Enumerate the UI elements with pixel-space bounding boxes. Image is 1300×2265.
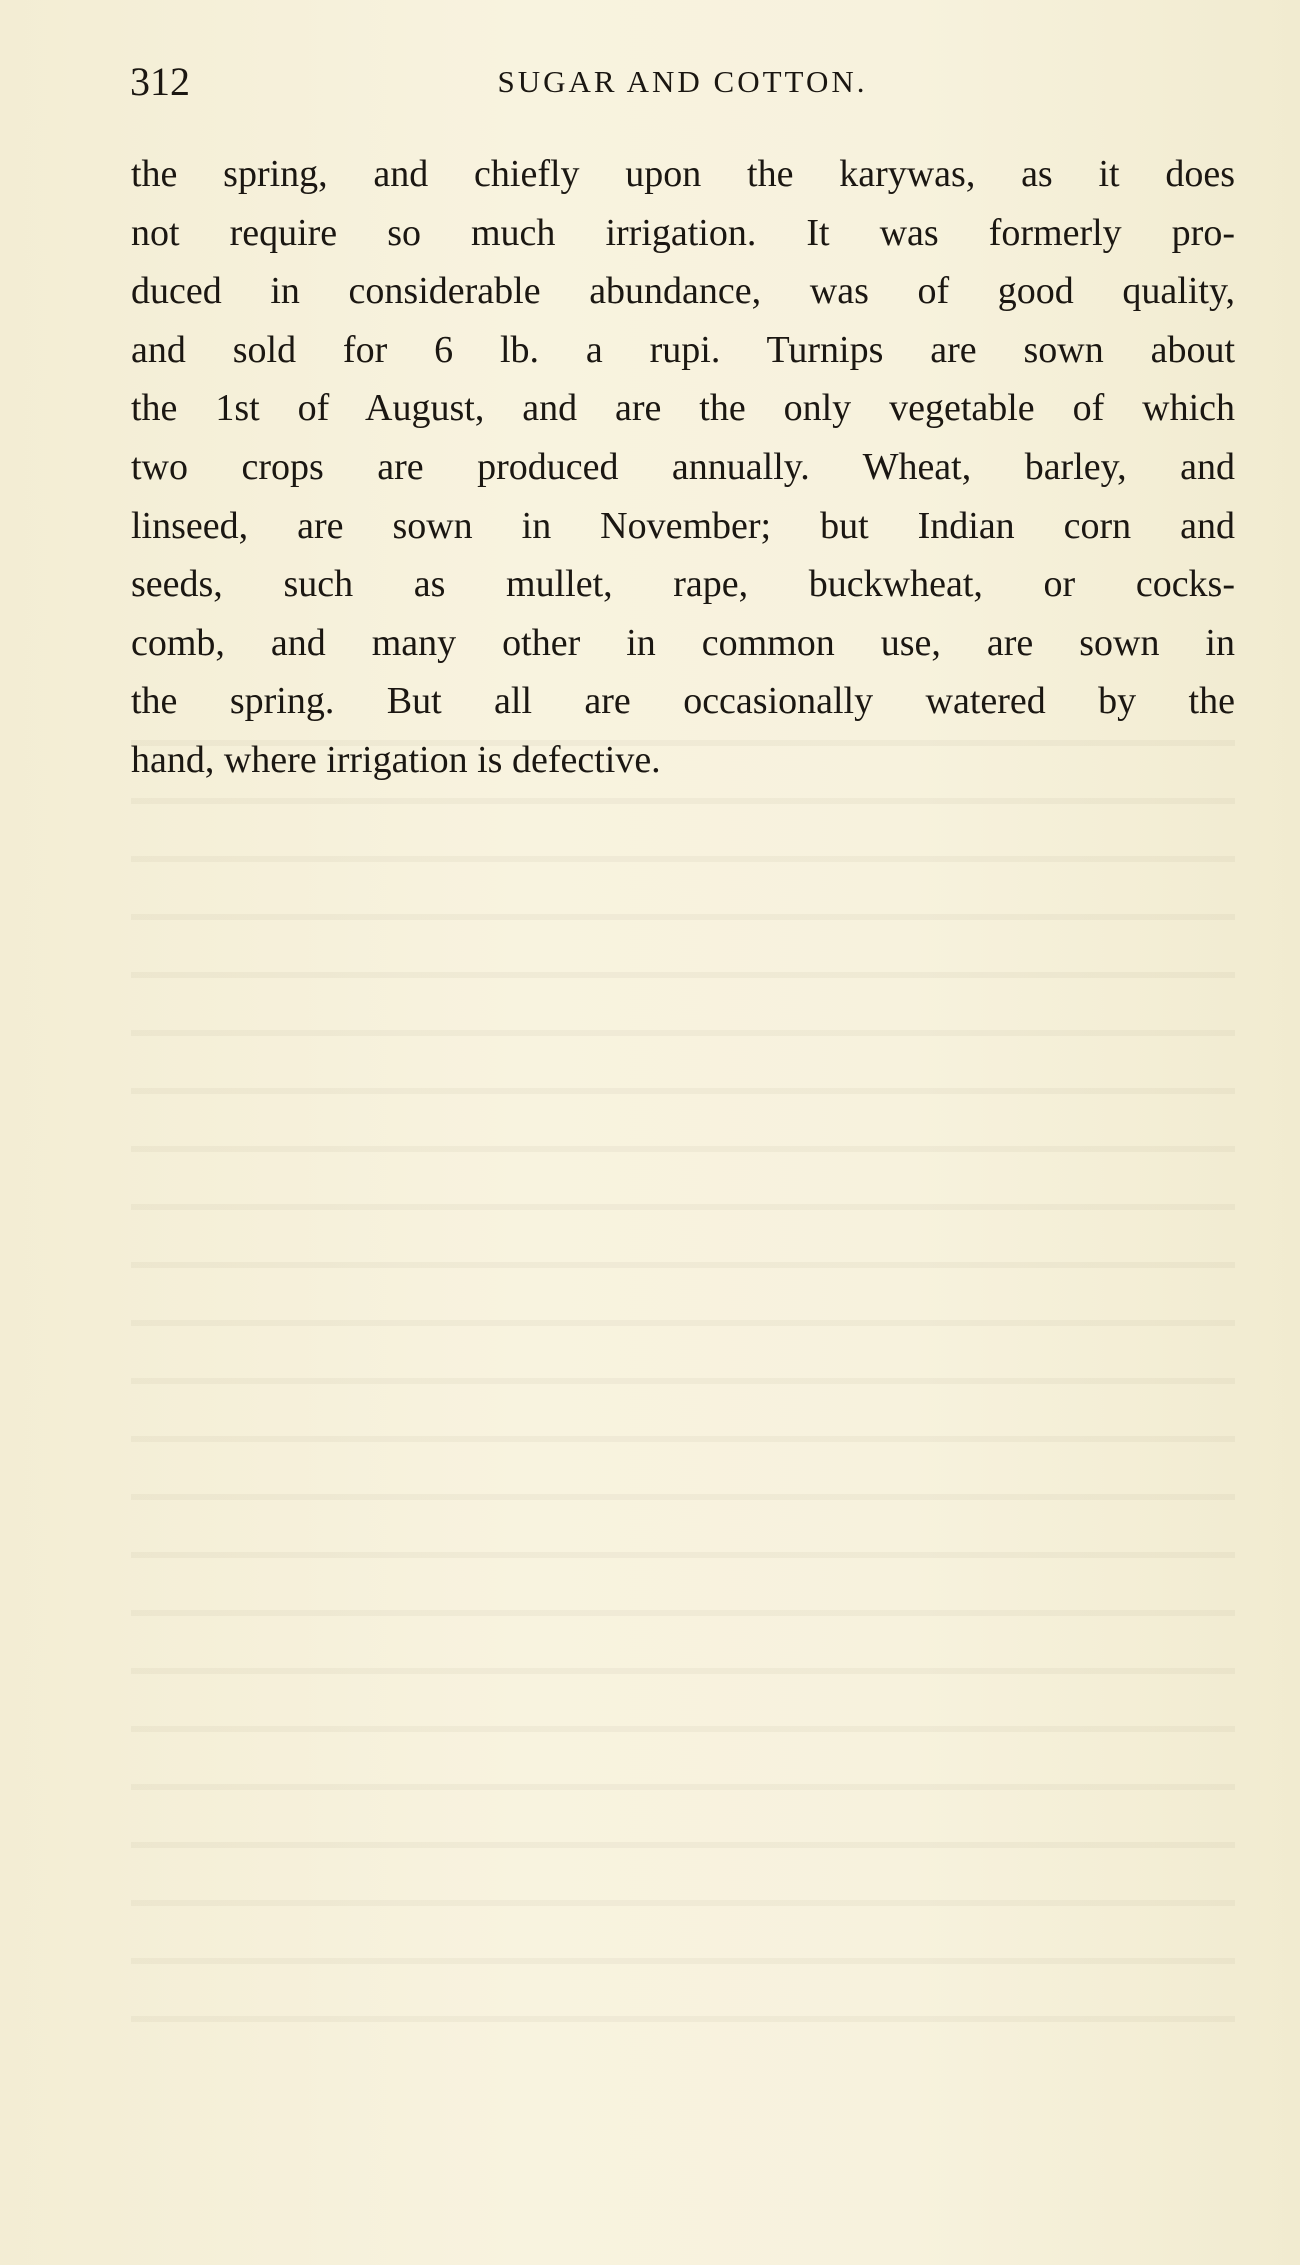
- text-line: hand, where irrigation is defective.: [131, 738, 661, 781]
- text-line: seeds, such as mullet, rape, buckwheat, or cocks-: [131, 563, 1235, 606]
- show-through-texture: [131, 700, 1235, 2030]
- page-number: 312: [130, 59, 190, 104]
- text-line: the spring, and chiefly upon the karywas, as it does: [131, 153, 1235, 195]
- text-line: the 1st of August, and are the only vegetable of which: [131, 387, 1235, 430]
- text-line: two crops are produced annually. Wheat, barley, and: [131, 445, 1235, 488]
- running-head: [130, 52, 1235, 112]
- text-line: linseed, are sown in November; but Indian corn and: [131, 504, 1235, 547]
- text-line: not require so much irrigation. It was formerly pro-: [131, 211, 1235, 254]
- text-line: the spring. But all are occasionally watered by the: [131, 680, 1235, 723]
- text-line: comb, and many other in common use, are sown in: [131, 621, 1235, 664]
- text-line: duced in considerable abundance, was of good quality,: [131, 270, 1235, 313]
- page-heading: SUGAR AND COTTON.: [497, 64, 868, 99]
- text-line: and sold for 6 lb. a rupi. Turnips are sown about: [131, 328, 1235, 371]
- body-text: [131, 145, 1235, 790]
